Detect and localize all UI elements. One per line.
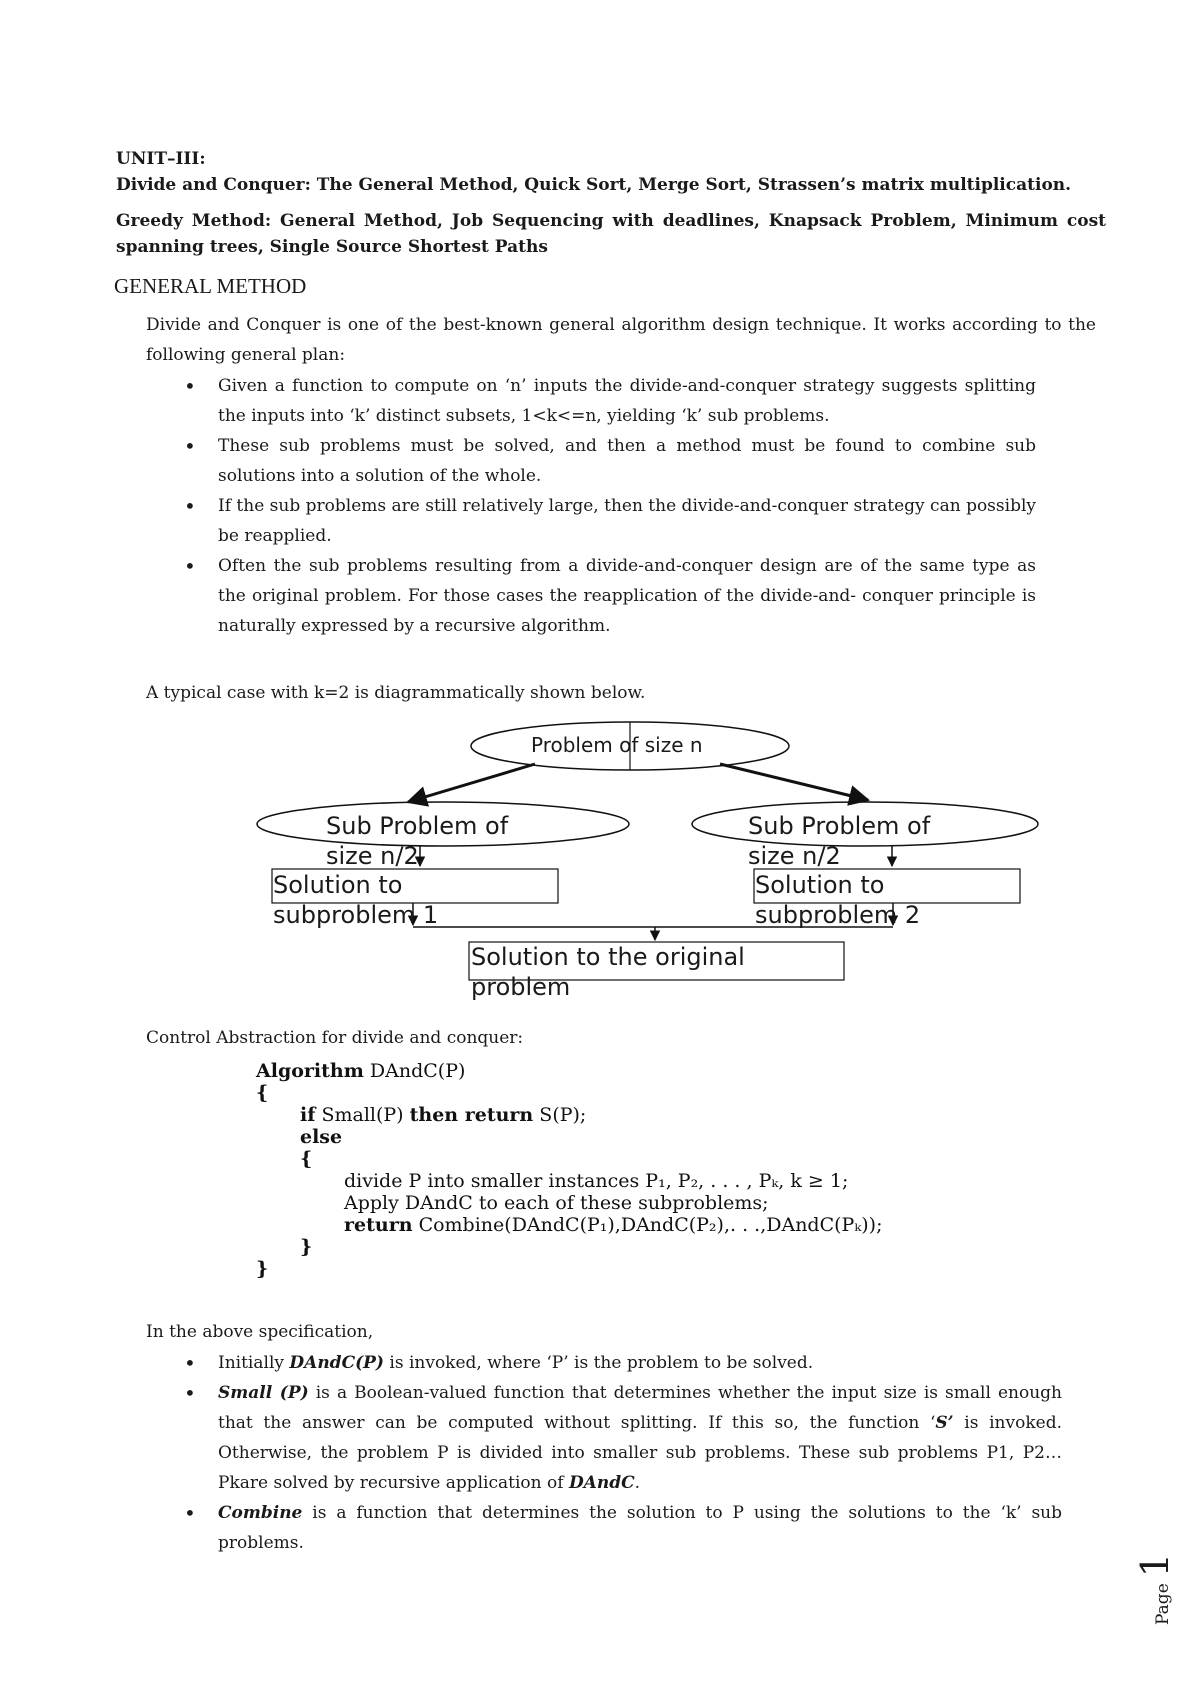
list-item: • Combine is a function that determines the solution to P using the solutions to the ‘k’ sub problems. <box>146 1498 1062 1558</box>
page-number: 1 <box>1133 1553 1177 1578</box>
algo-keyword: Algorithm <box>256 1060 364 1082</box>
page-number-block <box>1133 1545 1183 1625</box>
sol-right-label: Solution to subproblem 2 <box>755 871 921 929</box>
algo-brace: } <box>300 1236 313 1258</box>
list-item: • If the sub problems are still relatively large, then the divide-and-conquer strategy can possibly be reapplied. <box>146 491 1036 551</box>
unit-topics-divide: Divide and Conquer: The General Method, Quick Sort, Merge Sort, Strassen’s matrix multiplication. <box>116 175 1072 195</box>
algo-then-return: then return <box>409 1104 534 1126</box>
algo-if: if <box>300 1104 316 1126</box>
root-label: Problem of size n <box>531 733 703 757</box>
algo-brace: { <box>300 1148 313 1170</box>
list-item: • Small (P) is a Boolean-valued function that determines whether the input size is small enough that the answer can be computed without splitting. If this so, the function ‘S’ is invoked. Otherwise, the problem P is divided into smaller sub problems. These sub problems P1, P2… Pkare solved by recursive application of DAndC. <box>146 1378 1062 1498</box>
section-title: GENERAL METHOD <box>114 274 307 298</box>
arrow-root-left <box>408 764 535 802</box>
algo-name: DAndC(P) <box>369 1060 466 1082</box>
final-label: Solution to the original problem <box>471 943 745 1001</box>
spec-list <box>146 1348 1062 1558</box>
control-label: Control Abstraction for divide and conquer: <box>146 1028 524 1048</box>
list-item: • Initially DAndC(P) is invoked, where ‘P’ is the problem to be solved. <box>146 1348 1062 1378</box>
unit-topics-greedy: Greedy Method: General Method, Job Sequencing with deadlines, Knapsack Problem, Minimum cost spanning trees, Single Source Shortest Paths <box>116 211 1106 257</box>
page-label: Page <box>1153 1583 1173 1625</box>
intro-paragraph: Divide and Conquer is one of the best-known general algorithm design technique. It works according to the following general plan: <box>146 315 1096 365</box>
spec-label: In the above specification, <box>146 1322 374 1342</box>
algo-apply: Apply DAndC to each of these subproblems; <box>344 1192 769 1214</box>
algo-small: Small(P) <box>321 1104 404 1126</box>
algo-brace: } <box>256 1258 269 1280</box>
sub-left-label: Sub Problem of size n/2 <box>326 812 509 870</box>
unit-title: UNIT–III: <box>116 149 206 169</box>
list-item: • These sub problems must be solved, and then a method must be found to combine sub solutions into a solution of the whole. <box>146 431 1036 491</box>
algo-return: return <box>344 1214 413 1236</box>
typical-case-text: A typical case with k=2 is diagrammatically shown below. <box>146 683 646 703</box>
algo-divide: divide P into smaller instances P₁, P₂, . . . , Pₖ, k ≥ 1; <box>344 1170 849 1192</box>
algo-combine: Combine(DAndC(P₁),DAndC(P₂),. . .,DAndC(Pₖ)); <box>418 1214 883 1236</box>
list-item: • Often the sub problems resulting from a divide-and-conquer design are of the same type as the original problem. For those cases the reapplication of the divide-and- conquer principle is naturally expressed by a recursive algorithm. <box>146 551 1036 641</box>
arrow-root-right <box>720 764 868 800</box>
algo-else: else <box>300 1126 343 1148</box>
sub-right-label: Sub Problem of size n/2 <box>748 812 931 870</box>
list-item: • Given a function to compute on ‘n’ inputs the divide-and-conquer strategy suggests splitting the inputs into ‘k’ distinct subsets, 1<k<=n, yielding ‘k’ sub problems. <box>146 371 1036 431</box>
algo-s-call: S(P); <box>539 1104 587 1126</box>
sol-left-label: Solution to subproblem 1 <box>273 871 439 929</box>
algo-brace: { <box>256 1082 269 1104</box>
algorithm-block <box>256 1060 1056 1280</box>
